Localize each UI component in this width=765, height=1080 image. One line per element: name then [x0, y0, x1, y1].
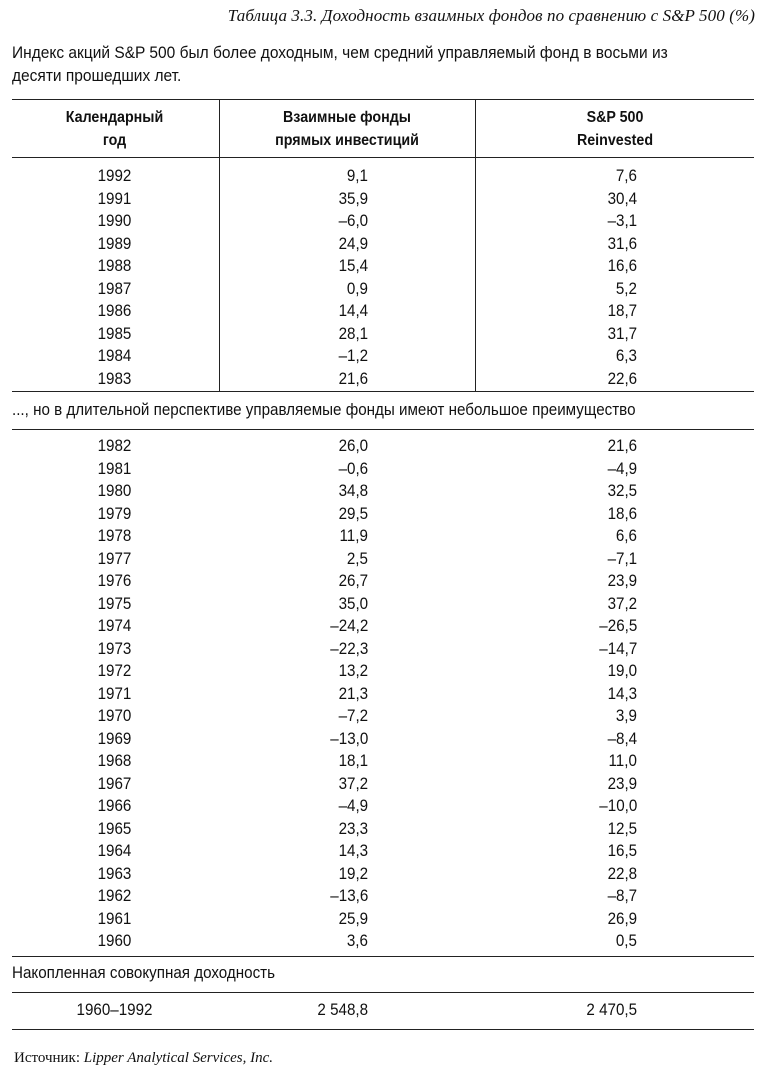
- table-row: [12, 685, 754, 708]
- year-cell: 1982: [97, 437, 132, 455]
- table-row: [12, 527, 754, 550]
- sp500-cell: 6,3: [615, 347, 637, 365]
- year-cell: 1980: [97, 482, 132, 500]
- mutual-fund-cell: 35,0: [338, 594, 368, 613]
- sp500-cell: 0,5: [615, 932, 637, 950]
- cumulative-row: [12, 1001, 754, 1024]
- sp500-cell: 26,9: [607, 909, 637, 928]
- header-year-line2: год: [102, 132, 127, 149]
- year-cell: 1981: [97, 459, 132, 478]
- header-rule: [12, 157, 754, 158]
- year-cell: 1977: [97, 549, 132, 568]
- mutual-fund-cell: 0,9: [346, 279, 368, 298]
- table-row: [12, 775, 754, 798]
- year-cell: 1987: [97, 279, 132, 298]
- year-cell: 1984: [97, 347, 132, 365]
- mutual-fund-cell: 19,2: [338, 864, 368, 883]
- table-row: [12, 820, 754, 843]
- sp500-cell: 18,6: [607, 504, 637, 523]
- year-cell: 1961: [97, 909, 132, 928]
- year-cell: 1970: [97, 707, 132, 725]
- mutual-fund-cell: –6,0: [338, 212, 368, 230]
- table-bottom-rule: [12, 1029, 754, 1030]
- cumulative-label: Накопленная совокупная доходность: [12, 964, 276, 982]
- sp500-cell: 11,0: [608, 752, 637, 770]
- mutual-fund-cell: 14,4: [338, 302, 368, 320]
- mutual-fund-cell: 25,9: [338, 909, 368, 928]
- mutual-fund-cell: 29,5: [338, 504, 368, 523]
- year-cell: 1992: [97, 167, 132, 185]
- table-top-rule: [12, 99, 754, 100]
- mutual-fund-cell: 18,1: [338, 752, 368, 770]
- mutual-fund-cell: 21,6: [338, 369, 368, 388]
- sp500-cell: 31,7: [607, 324, 637, 343]
- table-row: [12, 482, 754, 505]
- year-cell: 1978: [97, 527, 132, 545]
- sp500-cell: 37,2: [607, 594, 637, 613]
- table-row: [12, 842, 754, 865]
- year-cell: 1985: [97, 324, 132, 343]
- year-cell: 1983: [97, 369, 132, 388]
- header-year: [20, 106, 209, 152]
- year-cell: 1966: [97, 797, 132, 815]
- cumulative-rule: [12, 956, 754, 957]
- table-row: [12, 212, 754, 235]
- header-sp500: [487, 106, 743, 152]
- mutual-fund-cell: 2,5: [346, 549, 368, 568]
- year-cell: 1990: [97, 212, 132, 230]
- header-year-line1: Календарный: [65, 109, 164, 126]
- section2-rule: [12, 429, 754, 430]
- table-row: [12, 730, 754, 753]
- mutual-fund-cell: 9,1: [346, 167, 368, 185]
- mutual-fund-cell: 11,9: [339, 527, 368, 545]
- sp500-cell: 32,5: [607, 482, 637, 500]
- table-row: [12, 460, 754, 483]
- table-row: [12, 302, 754, 325]
- year-cell: 1969: [97, 729, 132, 748]
- year-cell: 1960: [97, 932, 132, 950]
- table-row: [12, 865, 754, 888]
- cumulative-sp: 2 470,5: [586, 1001, 637, 1019]
- table-row: [12, 617, 754, 640]
- table-row: [12, 797, 754, 820]
- table-row: [12, 167, 754, 190]
- table-row: [12, 572, 754, 595]
- source-note: [14, 1050, 273, 1067]
- year-cell: 1962: [97, 887, 132, 905]
- sp500-cell: 6,6: [615, 527, 637, 545]
- sp500-cell: –14,7: [599, 639, 637, 658]
- mutual-fund-cell: –13,6: [330, 887, 368, 905]
- mutual-fund-cell: 23,3: [338, 819, 368, 838]
- year-cell: 1976: [97, 572, 132, 590]
- year-cell: 1963: [97, 864, 132, 883]
- year-cell: 1988: [97, 257, 132, 275]
- year-cell: 1972: [97, 662, 132, 680]
- year-cell: 1973: [97, 639, 132, 658]
- table-row: [12, 325, 754, 348]
- table-row: [12, 752, 754, 775]
- section-note: ..., но в длительной перспективе управляемые фонды имеют небольшое преимущество: [12, 401, 636, 419]
- sp500-cell: 3,9: [615, 707, 637, 725]
- mutual-fund-cell: –13,0: [330, 729, 368, 748]
- sp500-cell: –26,5: [599, 617, 637, 635]
- sp500-cell: 5,2: [615, 279, 637, 298]
- mutual-fund-cell: 28,1: [338, 324, 368, 343]
- header-mf-line2: прямых инвестиций: [275, 132, 419, 149]
- year-cell: 1975: [97, 594, 132, 613]
- sp500-cell: 22,6: [607, 369, 637, 388]
- mutual-fund-cell: –4,9: [338, 797, 368, 815]
- table-row: [12, 190, 754, 213]
- table-row: [12, 595, 754, 618]
- table-row: [12, 932, 754, 955]
- sp500-cell: 12,5: [607, 819, 637, 838]
- header-mutual-funds: [229, 106, 465, 152]
- mutual-fund-cell: 21,3: [338, 684, 368, 703]
- cumulative-rule-2: [12, 992, 754, 993]
- mutual-fund-cell: –22,3: [330, 639, 368, 658]
- year-cell: 1967: [97, 774, 132, 793]
- mutual-fund-cell: 24,9: [338, 234, 368, 253]
- sp500-cell: 16,5: [607, 842, 637, 860]
- year-cell: 1968: [97, 752, 132, 770]
- sp500-cell: 16,6: [607, 257, 637, 275]
- table-row: [12, 505, 754, 528]
- source-label: Источник:: [14, 1050, 81, 1066]
- sp500-cell: 30,4: [607, 189, 637, 208]
- sp500-cell: 14,3: [607, 684, 637, 703]
- mutual-fund-cell: 14,3: [338, 842, 368, 860]
- mutual-fund-cell: –24,2: [330, 617, 368, 635]
- mutual-fund-cell: 15,4: [338, 257, 368, 275]
- year-cell: 1964: [97, 842, 132, 860]
- mutual-fund-cell: –7,2: [338, 707, 368, 725]
- cumulative-mf: 2 548,8: [317, 1001, 368, 1019]
- mutual-fund-cell: 13,2: [338, 662, 368, 680]
- header-sp-line1: S&P 500: [586, 109, 644, 126]
- year-cell: 1979: [97, 504, 132, 523]
- table-row: [12, 280, 754, 303]
- table-row: [12, 370, 754, 393]
- year-cell: 1986: [97, 302, 132, 320]
- table-row: [12, 437, 754, 460]
- mutual-fund-cell: –1,2: [338, 347, 368, 365]
- sp500-cell: –10,0: [599, 797, 637, 815]
- table-row: [12, 347, 754, 370]
- table-row: [12, 910, 754, 933]
- mutual-fund-cell: 26,0: [338, 437, 368, 455]
- mutual-fund-cell: 35,9: [338, 189, 368, 208]
- sp500-cell: 7,6: [615, 167, 637, 185]
- mutual-fund-cell: 3,6: [346, 932, 368, 950]
- mutual-fund-cell: –0,6: [338, 459, 368, 478]
- sp500-cell: –3,1: [607, 212, 637, 230]
- year-cell: 1991: [97, 189, 132, 208]
- sp500-cell: 19,0: [607, 662, 637, 680]
- sp500-cell: 21,6: [607, 437, 637, 455]
- source-value: Lipper Analytical Services, Inc.: [83, 1050, 274, 1066]
- table-row: [12, 550, 754, 573]
- table-caption: Таблица 3.3. Доходность взаимных фондов по сравнению с S&P 500 (%): [227, 6, 755, 25]
- header-mf-line1: Взаимные фонды: [283, 109, 411, 126]
- table-row: [12, 887, 754, 910]
- year-cell: 1989: [97, 234, 132, 253]
- mutual-fund-cell: 37,2: [338, 774, 368, 793]
- table-row: [12, 235, 754, 258]
- sp500-cell: –8,4: [607, 729, 637, 748]
- year-cell: 1974: [97, 617, 132, 635]
- table-row: [12, 640, 754, 663]
- year-cell: 1971: [97, 684, 132, 703]
- cumulative-period: 1960–1992: [76, 1001, 153, 1019]
- sp500-cell: 22,8: [607, 864, 637, 883]
- sp500-cell: –8,7: [607, 887, 637, 905]
- sp500-cell: 23,9: [607, 572, 637, 590]
- year-cell: 1965: [97, 819, 132, 838]
- mutual-fund-cell: 26,7: [338, 572, 368, 590]
- table-row: [12, 662, 754, 685]
- sp500-cell: 31,6: [607, 234, 637, 253]
- sp500-cell: –4,9: [607, 459, 637, 478]
- header-sp-line2: Reinvested: [576, 132, 654, 149]
- mutual-fund-cell: 34,8: [338, 482, 368, 500]
- intro-text: Индекс акций S&P 500 был более доходным, чем средний управляемый фонд в восьми из десяти прошедших лет.: [12, 44, 668, 85]
- table-row: [12, 707, 754, 730]
- sp500-cell: –7,1: [607, 549, 637, 568]
- table-row: [12, 257, 754, 280]
- sp500-cell: 18,7: [607, 302, 637, 320]
- section1-rule: [12, 391, 754, 392]
- sp500-cell: 23,9: [607, 774, 637, 793]
